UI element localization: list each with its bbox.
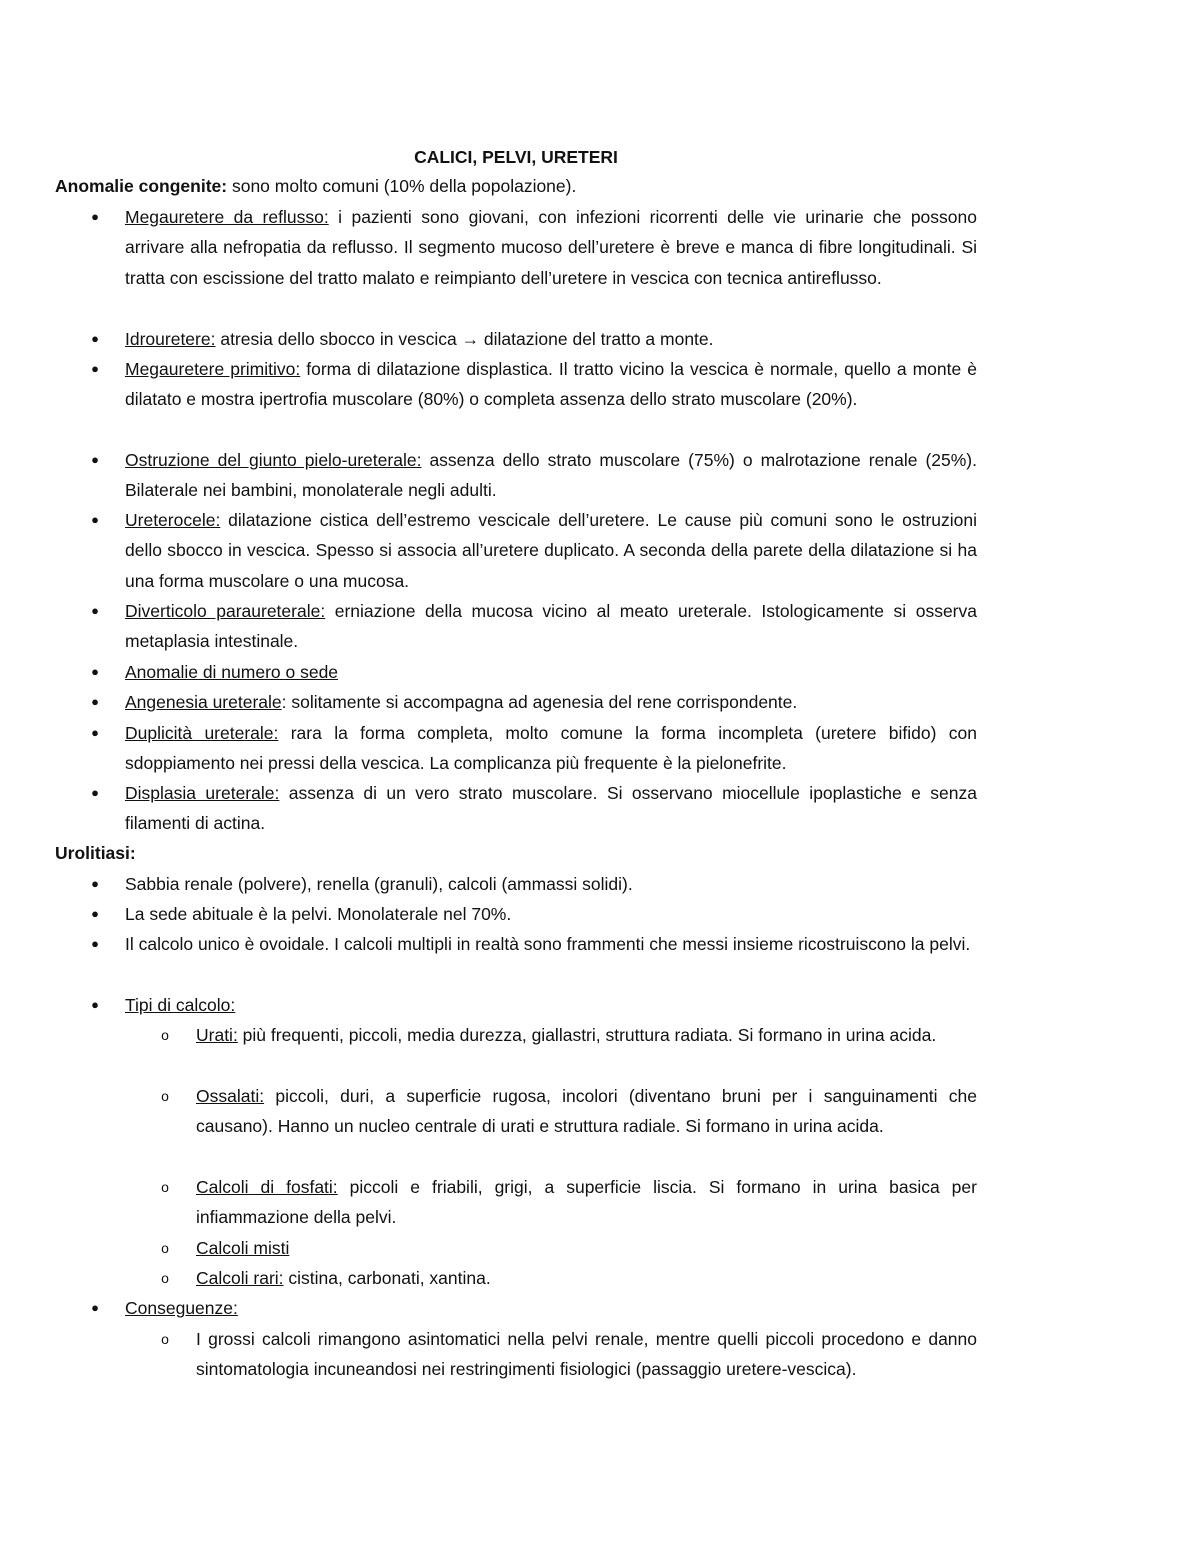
list-item (91, 596, 977, 657)
circle-bullet-icon: o (161, 1270, 169, 1286)
item-text: assenza dello strato muscolare (75%) o malrotazione renale (25%). Bilaterale nei bambini, monolaterale negli adulti. (125, 450, 977, 501)
circle-bullet-icon: o (161, 1179, 169, 1195)
bullet-icon: ● (91, 936, 99, 951)
item-text: piccoli, duri, a superficie rugosa, incolori (diventano bruni per i sanguinamenti che causano). Hanno un nucleo centrale di urati e struttura radiale. Si formano in urina acida. (196, 1086, 977, 1137)
circle-bullet-icon: o (161, 1027, 169, 1043)
list-item (91, 354, 977, 415)
bullet-icon: ● (91, 331, 99, 346)
list-item (91, 869, 977, 899)
bullet-icon: ● (91, 361, 99, 376)
item-term: Angenesia ureterale (125, 692, 282, 712)
bullet-icon: ● (91, 725, 99, 740)
bullet-icon: ● (91, 603, 99, 618)
page-title: CALICI, PELVI, URETERI (414, 147, 618, 167)
item-term: Ossalati: (196, 1086, 265, 1106)
item-text: Sabbia renale (polvere), renella (granuli), calcoli (ammassi solidi). (125, 874, 633, 894)
item-term: Ureterocele: (125, 510, 221, 530)
bullet-icon: ● (91, 694, 99, 709)
item-term: Megauretere primitivo: (125, 359, 301, 379)
sub-list-item (161, 1172, 977, 1233)
list-item (91, 990, 977, 1020)
list-item (91, 687, 977, 717)
item-text: atresia dello sbocco in vescica → dilatazione del tratto a monte. (215, 329, 714, 349)
bullet-icon: ● (91, 906, 99, 921)
circle-bullet-icon: o (161, 1240, 169, 1256)
list-item (91, 657, 977, 687)
circle-bullet-icon: o (161, 1331, 169, 1347)
item-term: Duplicità ureterale: (125, 723, 279, 743)
list-item (91, 899, 977, 929)
section-heading-anomalie (55, 173, 980, 199)
bullet-icon: ● (91, 664, 99, 679)
item-text: erniazione della mucosa vicino al meato ureterale. Istologicamente si osserva metaplasia intestinale. (125, 601, 977, 652)
item-term: Tipi di calcolo: (125, 995, 236, 1015)
item-text: dilatazione cistica dell’estremo vescicale dell’uretere. Le cause più comuni sono le ostruzioni dello sbocco in vescica. Spesso si associa all’uretere duplicato. A seconda della parete della dilatazione si ha una forma muscolare o una mucosa. (125, 510, 977, 591)
item-text: più frequenti, piccoli, media durezza, giallastri, struttura radiata. Si formano in urina acida. (237, 1025, 937, 1045)
heading-text: sono molto comuni (10% della popolazione). (227, 176, 577, 196)
sub-list-item (161, 1324, 977, 1385)
item-text: i pazienti sono giovani, con infezioni ricorrenti delle vie urinarie che possono arrivare alla nefropatia da reflusso. Il segmento mucoso dell’uretere è breve e manca di fibre longitudinali. Si tratta con escissione del tratto malato e reimpianto dell’uretere in vescica con tecnica antireflusso. (125, 207, 977, 288)
item-term: Urati: (196, 1025, 238, 1045)
list-item (91, 324, 977, 354)
bullet-icon: ● (91, 876, 99, 891)
item-term: Ostruzione del giunto pielo-ureterale: (125, 450, 422, 470)
heading-label: Urolitiasi: (55, 843, 136, 863)
sub-list-item (161, 1263, 977, 1293)
bullet-icon: ● (91, 1300, 99, 1315)
item-term: Megauretere da reflusso: (125, 207, 329, 227)
list-item (91, 718, 977, 779)
bullet-icon: ● (91, 785, 99, 800)
item-text: assenza di un vero strato muscolare. Si osservano miocellule ipoplastiche e senza filamenti di actina. (125, 783, 977, 834)
item-text: rara la forma completa, molto comune la forma incompleta (uretere bifido) con sdoppiamento nei pressi della vescica. La complicanza più frequente è la pielonefrite. (125, 723, 977, 774)
item-term: Calcoli misti (196, 1238, 290, 1258)
item-term: Calcoli di fosfati: (196, 1177, 338, 1197)
bullet-icon: ● (91, 452, 99, 467)
sub-list-item (161, 1233, 977, 1263)
item-term: Calcoli rari: (196, 1268, 284, 1288)
bullet-icon: ● (91, 997, 99, 1012)
item-term: Idrouretere: (125, 329, 216, 349)
item-text: La sede abituale è la pelvi. Monolaterale nel 70%. (125, 904, 512, 924)
item-text: : solitamente si accompagna ad agenesia del rene corrispondente. (281, 692, 798, 712)
item-term: Displasia ureterale: (125, 783, 280, 803)
bullet-icon: ● (91, 209, 99, 224)
item-text: forma di dilatazione displastica. Il tratto vicino la vescica è normale, quello a monte è dilatato e mostra ipertrofia muscolare (80%) o completa assenza dello strato muscolare (20%). (125, 359, 977, 410)
item-text: cistina, carbonati, xantina. (283, 1268, 491, 1288)
item-term: Conseguenze: (125, 1298, 238, 1318)
list-item (91, 1293, 977, 1323)
item-text: piccoli e friabili, grigi, a superficie liscia. Si formano in urina basica per infiammazione della pelvi. (196, 1177, 977, 1228)
circle-bullet-icon: o (161, 1088, 169, 1104)
list-item (91, 929, 977, 959)
sub-list-item (161, 1081, 977, 1142)
item-text: Il calcolo unico è ovoidale. I calcoli multipli in realtà sono frammenti che messi insieme ricostruiscono la pelvi. (125, 934, 971, 954)
heading-label: Anomalie congenite: (55, 176, 228, 196)
item-term: Anomalie di numero o sede (125, 662, 339, 682)
sub-list-item (161, 1020, 977, 1050)
item-term: Diverticolo paraureterale: (125, 601, 326, 621)
section-heading-urolitiasi (55, 840, 980, 866)
bullet-icon: ● (91, 512, 99, 527)
list-item (91, 202, 977, 293)
list-item (91, 445, 977, 506)
item-text: I grossi calcoli rimangono asintomatici nella pelvi renale, mentre quelli piccoli procedono e danno sintomatologia incuneandosi nei restringimenti fisiologici (passaggio uretere-vescica). (196, 1329, 977, 1380)
list-item (91, 778, 977, 839)
list-item (91, 505, 977, 596)
